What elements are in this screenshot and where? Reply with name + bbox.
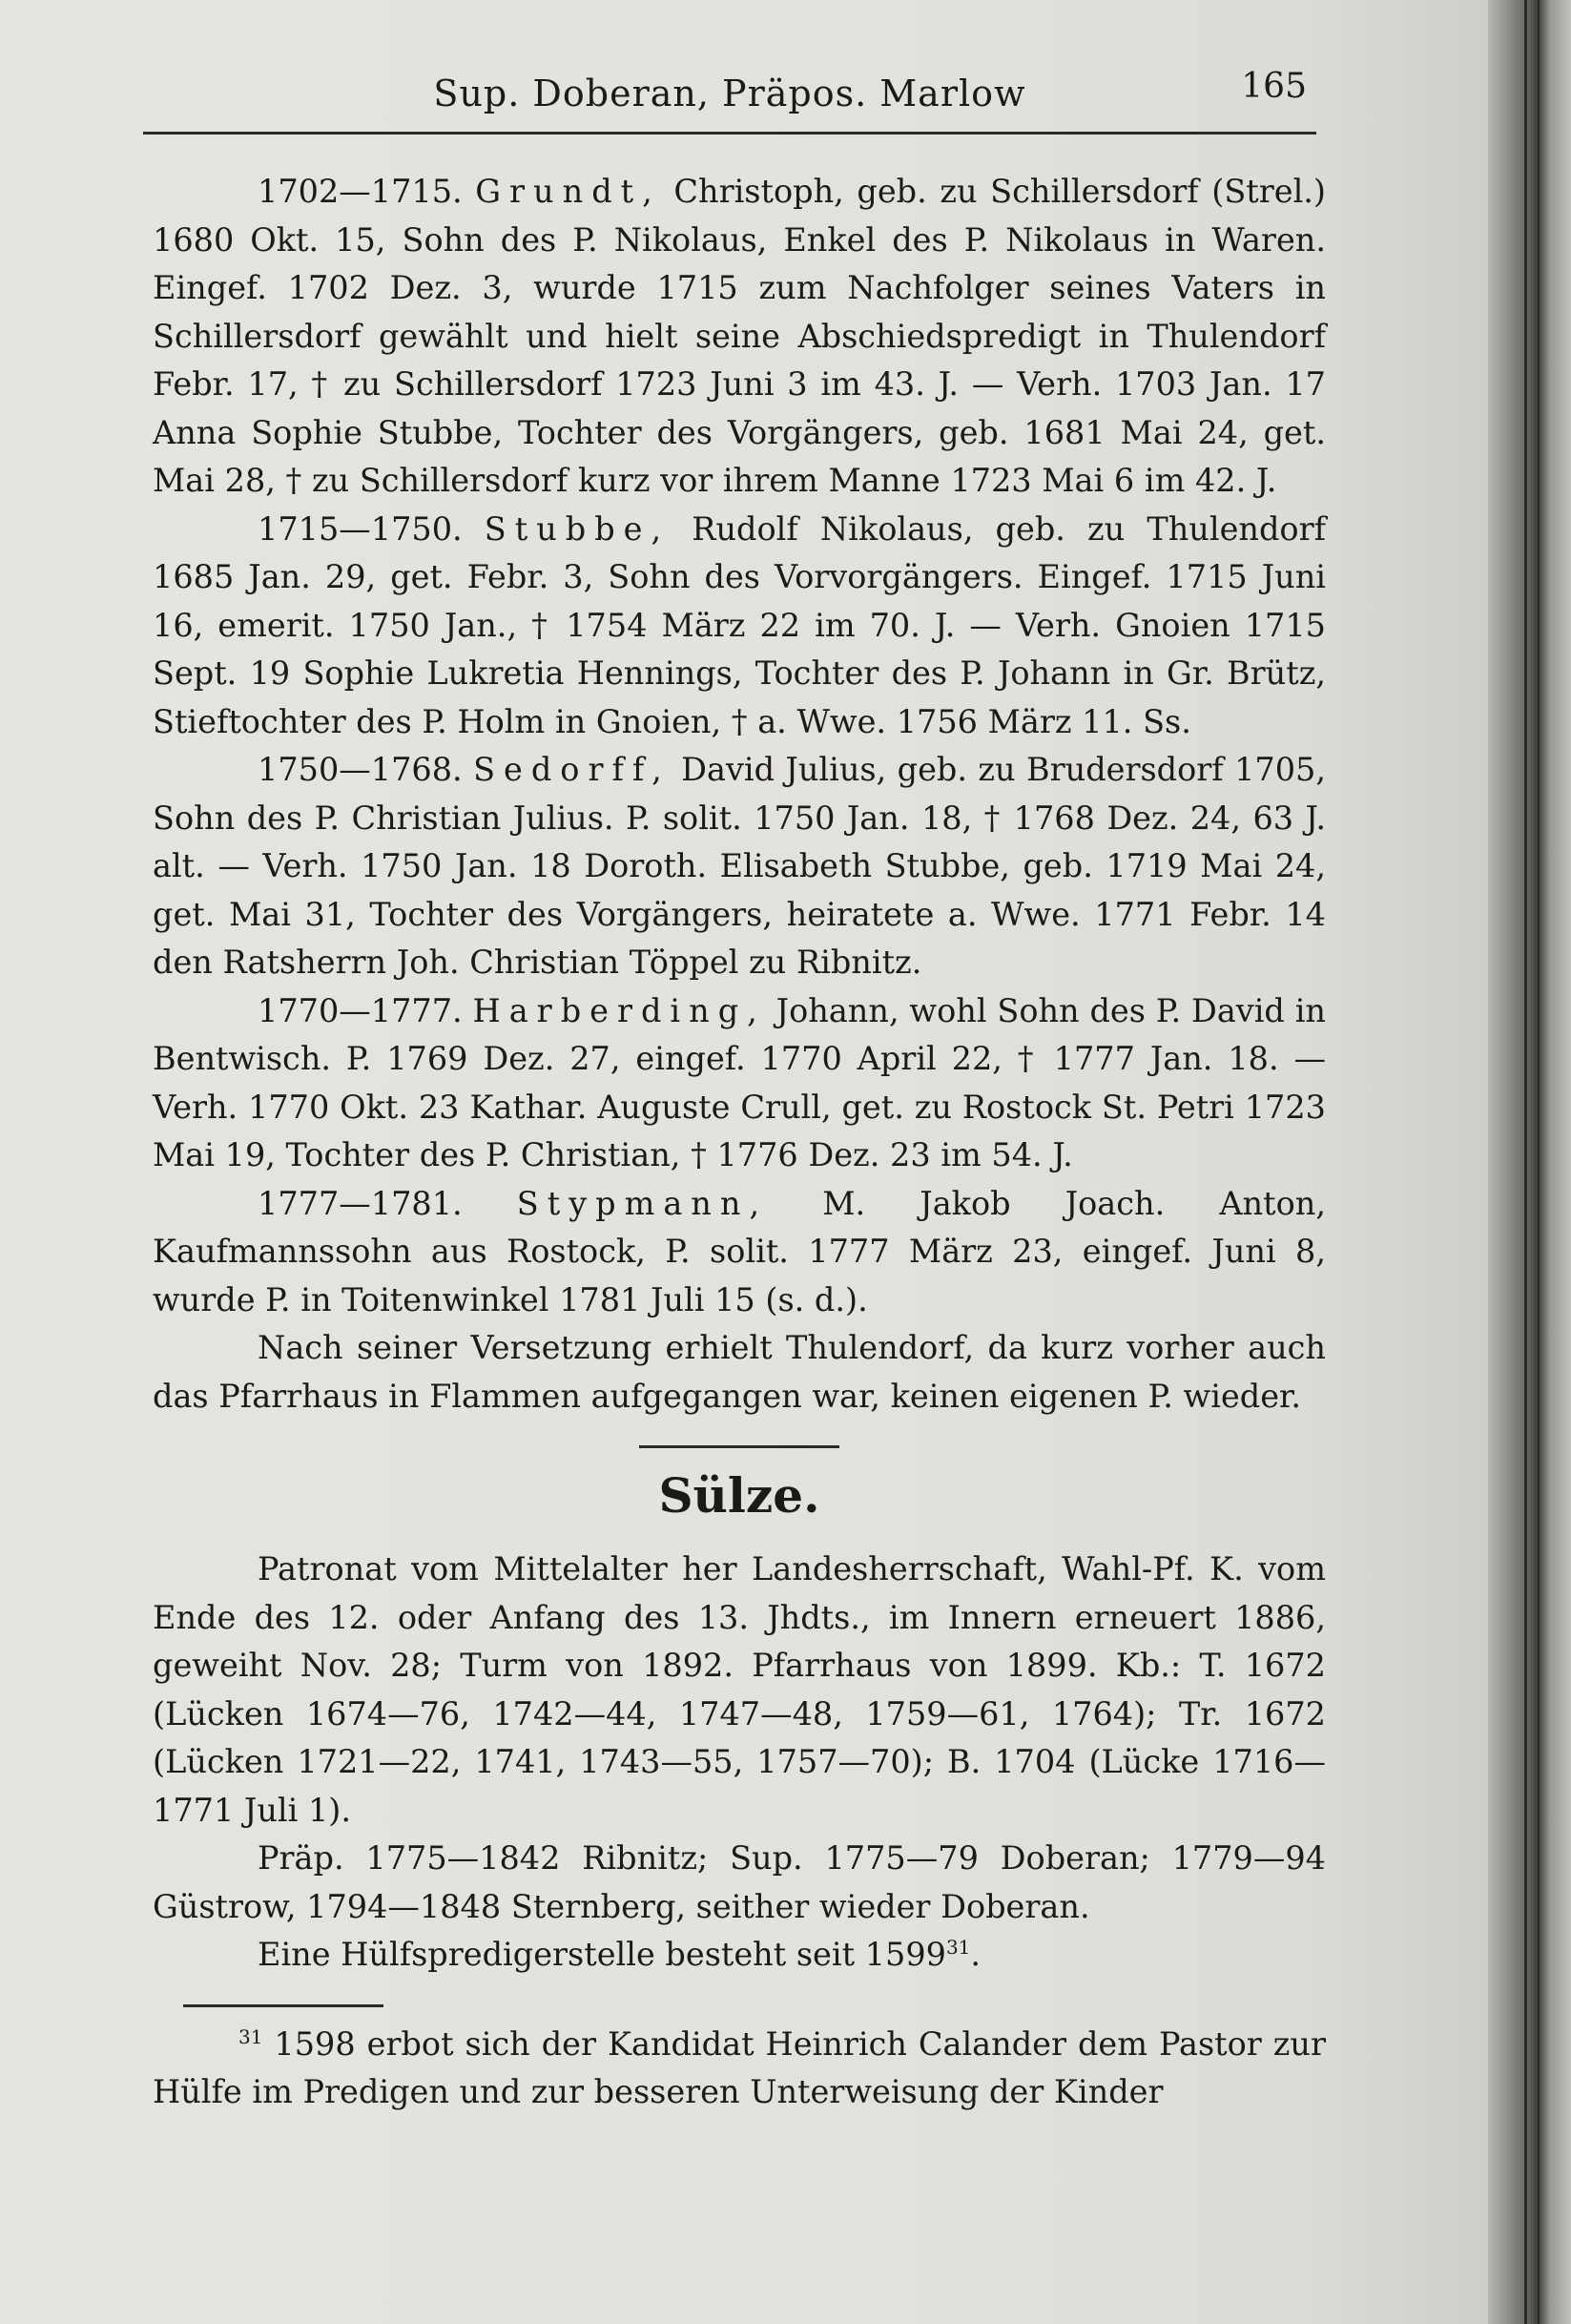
page-edge-line <box>1538 0 1540 2324</box>
book-spine-gutter <box>1488 0 1571 2324</box>
entry-name: Sedorff, <box>473 751 671 788</box>
period: . <box>970 1936 982 1973</box>
page-header <box>143 59 1316 135</box>
section-divider <box>639 1445 839 1448</box>
entry-text: Christoph, geb. zu Schillersdorf (Strel.) 1680 Okt. 15, Sohn des P. Nikolaus, Enkel des P. Nikolaus in Waren. Eingef. 1702 Dez. 3, wurde 1715 zum Nachfolger seines Vaters in Schillersdorf gewählt und hielt seine Abschiedspredigt in Thulendorf Febr. 17, † zu Schillersdorf 1723 Juni 3 im 43. J. — Verh. 1703 Jan. 17 Anna Sophie Stubbe, Tochter des Vorgängers, geb. 1681 Mai 24, get. Mai 28, † zu Schillersdorf kurz vor ihrem Manne 1723 Mai 6 im 42. J. <box>153 173 1327 499</box>
section-paragraph <box>153 1931 1326 1980</box>
page-number: 165 <box>1241 67 1307 106</box>
section-last-text: Eine Hülfspredigerstelle besteht seit 1599 <box>258 1936 946 1973</box>
entry-paragraph <box>153 168 1326 506</box>
entry-years: 1777—1781. <box>258 1184 463 1222</box>
footnote <box>153 2021 1326 2117</box>
entry-years: 1770—1777. <box>258 991 463 1029</box>
section-paragraph: Präp. 1775—1842 Ribnitz; Sup. 1775—79 Doberan; 1779—94 Güstrow, 1794—1848 Sternberg, seither wieder Doberan. <box>153 1839 1326 1925</box>
entry-paragraph <box>153 506 1326 747</box>
footnote-marker: 31 <box>238 2024 263 2048</box>
footnote-paragraph <box>153 2021 1326 2117</box>
entry-name: Harberding, <box>472 991 766 1029</box>
entry-name: Stypmann, <box>516 1184 769 1222</box>
entry-name: Grundt, <box>475 173 661 210</box>
entry-text: M. Jakob Joach. Anton, Kaufmannssohn aus Rostock, P. solit. 1777 März 23, eingef. Juni 8, wurde P. in Toitenwinkel 1781 Juli 15 (s. d.). <box>153 1184 1326 1318</box>
header-rule <box>143 132 1316 135</box>
entry-text: Rudolf Nikolaus, geb. zu Thulendorf 1685 Jan. 29, get. Febr. 3, Sohn des Vorvorgängers. Eingef. 1715 Juni 16, emerit. 1750 Jan., † 1754 März 22 im 70. J. — Verh. Gnoien 1715 Sept. 19 Sophie Lukretia Hennings, Tochter des P. Johann in Gr. Brütz, Stieftochter des P. Holm in Gnoien, † a. Wwe. 1756 März 11. Ss. <box>153 509 1326 740</box>
entry-paragraph <box>153 746 1326 987</box>
entry-name: Stubbe, <box>484 509 671 548</box>
body-text <box>153 168 1326 2117</box>
entry-years: 1750—1768. <box>258 751 463 788</box>
footnote-text: 1598 erbot sich der Kandidat Heinrich Calander dem Pastor zur Hülfe im Predigen und zur besseren Unterweisung der Kinder <box>153 2024 1327 2110</box>
page-edge-line <box>1524 0 1527 2324</box>
footnote-reference: 31 <box>945 1935 971 1959</box>
entry-years: 1715—1750. <box>258 509 463 548</box>
entry-years: 1702—1715. <box>258 173 463 210</box>
entry-text: Johann, wohl Sohn des P. David in Bentwisch. P. 1769 Dez. 27, eingef. 1770 April 22, † 1777 Jan. 18. — Verh. 1770 Okt. 23 Kathar. Auguste Crull, get. zu Rostock St. Petri 1723 Mai 19, Tochter des P. Christian, † 1776 Dez. 23 im 54. J. <box>153 991 1326 1173</box>
section-title: Sülze. <box>658 1467 820 1524</box>
section-paragraph: Patronat vom Mittelalter her Landesherrschaft, Wahl-Pf. K. vom Ende des 12. oder Anfang des 13. Jhdts., im Innern erneuert 1886, geweiht Nov. 28; Turm von 1892. Pfarrhaus von 1899. Kb.: T. 1672 (Lücken 1674—76, 1742—44, 1747—48, 1759—61, 1764); Tr. 1672 (Lücken 1721—22, 1741, 1743—55, 1757—70); B. 1704 (Lücke 1716—1771 Juli 1). <box>153 1550 1326 1829</box>
closing-paragraph: Nach seiner Versetzung erhielt Thulendorf, da kurz vorher auch das Pfarrhaus in Flammen aufgegangen war, keinen eigenen P. wieder. <box>153 1329 1326 1415</box>
entry-paragraph <box>153 987 1326 1180</box>
running-title: Sup. Doberan, Präpos. Marlow <box>433 73 1026 114</box>
entry-text: David Julius, geb. zu Brudersdorf 1705, Sohn des P. Christian Julius. P. solit. 1750 Jan. 18, † 1768 Dez. 24, 63 J. alt. — Verh. 1750 Jan. 18 Doroth. Elisabeth Stubbe, geb. 1719 Mai 24, get. Mai 31, Tochter des Vorgängers, heiratete a. Wwe. 1771 Febr. 14 den Ratsherrn Joh. Christian Töppel zu Ribnitz. <box>153 751 1326 981</box>
footnote-rule <box>183 2004 383 2007</box>
entry-paragraph <box>153 1180 1326 1325</box>
